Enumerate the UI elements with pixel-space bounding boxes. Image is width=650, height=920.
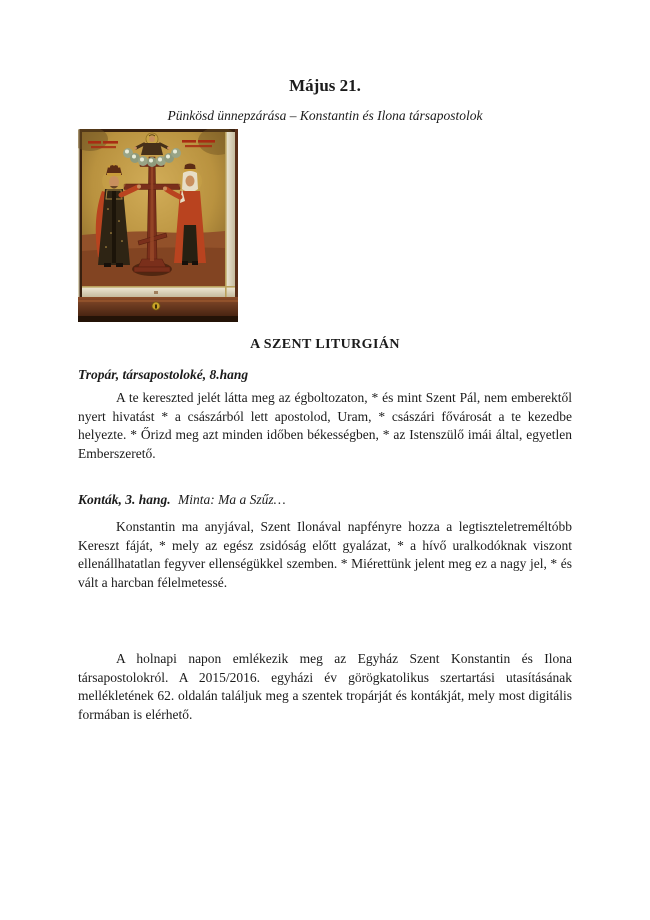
tropar-heading: Tropár, társapostoloké, 8.hang [78,367,249,382]
saints-icon-drawing [78,129,238,322]
document-subtitle: Pünkösd ünnepzárása – Konstantin és Ilona társapostolok [167,108,483,123]
kontak-heading [78,491,572,508]
closing-paragraph: A holnapi napon emlékezik meg az Egyház Szent Konstantin és Ilona társapostolokról. A 2015/2016. egyházi év görögkatolikus szertartási utasításának mellékletének 62. oldalán találjuk meg a szentek tropárját és kontákját, mely most digitális formában is elérhető. [78,651,572,722]
kontak-heading-note: Minta: Ma a Szűz… [178,492,286,507]
kontak-paragraph: Konstantin ma anyjával, Szent Ilonával napfényre hozza a legtiszteletreméltóbb Kereszt fáját, * mely az egész zsidóság előtt gyalázat, * a hívő uralkodóknak viszont ellenállhatatlan fegyver ellenségükkel szemben. * Miérettünk jelent meg ez a nagy jel, * és vált a harcban félelmetessé. [78,519,572,590]
frame-keyhole-ornament [152,302,160,310]
tropar-paragraph: A te kereszted jelét látta meg az égboltozaton, * és mint Szent Pál, nem emberektől nyert hivatást * a császárból lett apostolod, Uram, * császári fővárosát a te kezedbe helyezte. * Őrizd meg azt minden időben békességben, * az Istenszülő imái által, egyetlen Emberszerető. [78,390,572,461]
kontak-heading-main: Konták, 3. hang. [78,492,171,507]
section-heading: A SZENT LITURGIÁN [250,337,400,352]
saints-icon-image [78,129,238,322]
document-title: Május 21. [289,76,361,95]
